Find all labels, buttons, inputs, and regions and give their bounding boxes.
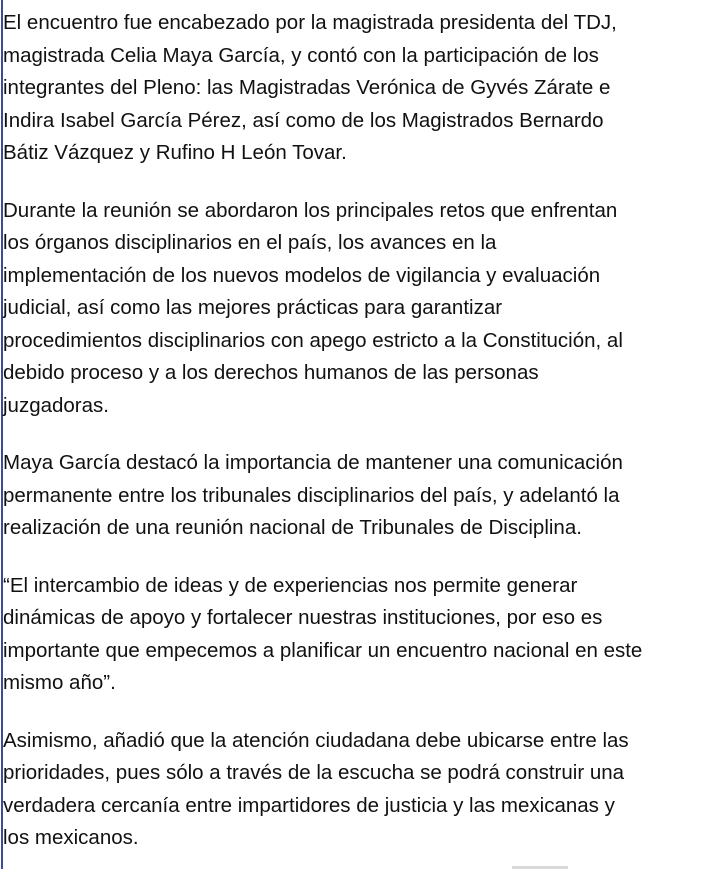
article-paragraph-5: Asimismo, añadió que la atención ciudadana debe ubicarse entre las prioridades, pues sólo a través de la escucha se podrá construir una verdadera cercanía entre impartidores de justicia y las mexicanas y los mexicanos. [3,728,629,849]
article-paragraph-2: Durante la reunión se abordaron los principales retos que enfrentan los órganos disciplinarios en el país, los avances en la implementación de los nuevos modelos de vigilancia y evaluación judicial, así como las mejores prácticas para garantizar procedimientos disciplinarios con apego estricto a la Constitución, al debido proceso y a los derechos humanos de las personas juzgadoras. [3,198,623,417]
article-paragraph-3: Maya García destacó la importancia de mantener una comunicación permanente entre los tribunales disciplinarios del país, y adelantó la realización de una reunión nacional de Tribunales de Disciplina. [3,451,623,539]
article-body [3,0,703,869]
article-paragraph-1: El encuentro fue encabezado por la magistrada presidenta del TDJ, magistrada Celia Maya García, y contó con la participación de los integrantes del Pleno: las Magistradas Verónica de Gyvés Zárate e Indira Isabel García Pérez, así como de los Magistrados Bernardo Bátiz Vázquez y Rufino H León Tovar. [3,11,617,164]
article-paragraph-4: “El intercambio de ideas y de experiencias nos permite generar dinámicas de apoyo y fortalecer nuestras instituciones, por eso es importante que empecemos a planificar un encuentro nacional en este mismo año”. [3,573,643,694]
